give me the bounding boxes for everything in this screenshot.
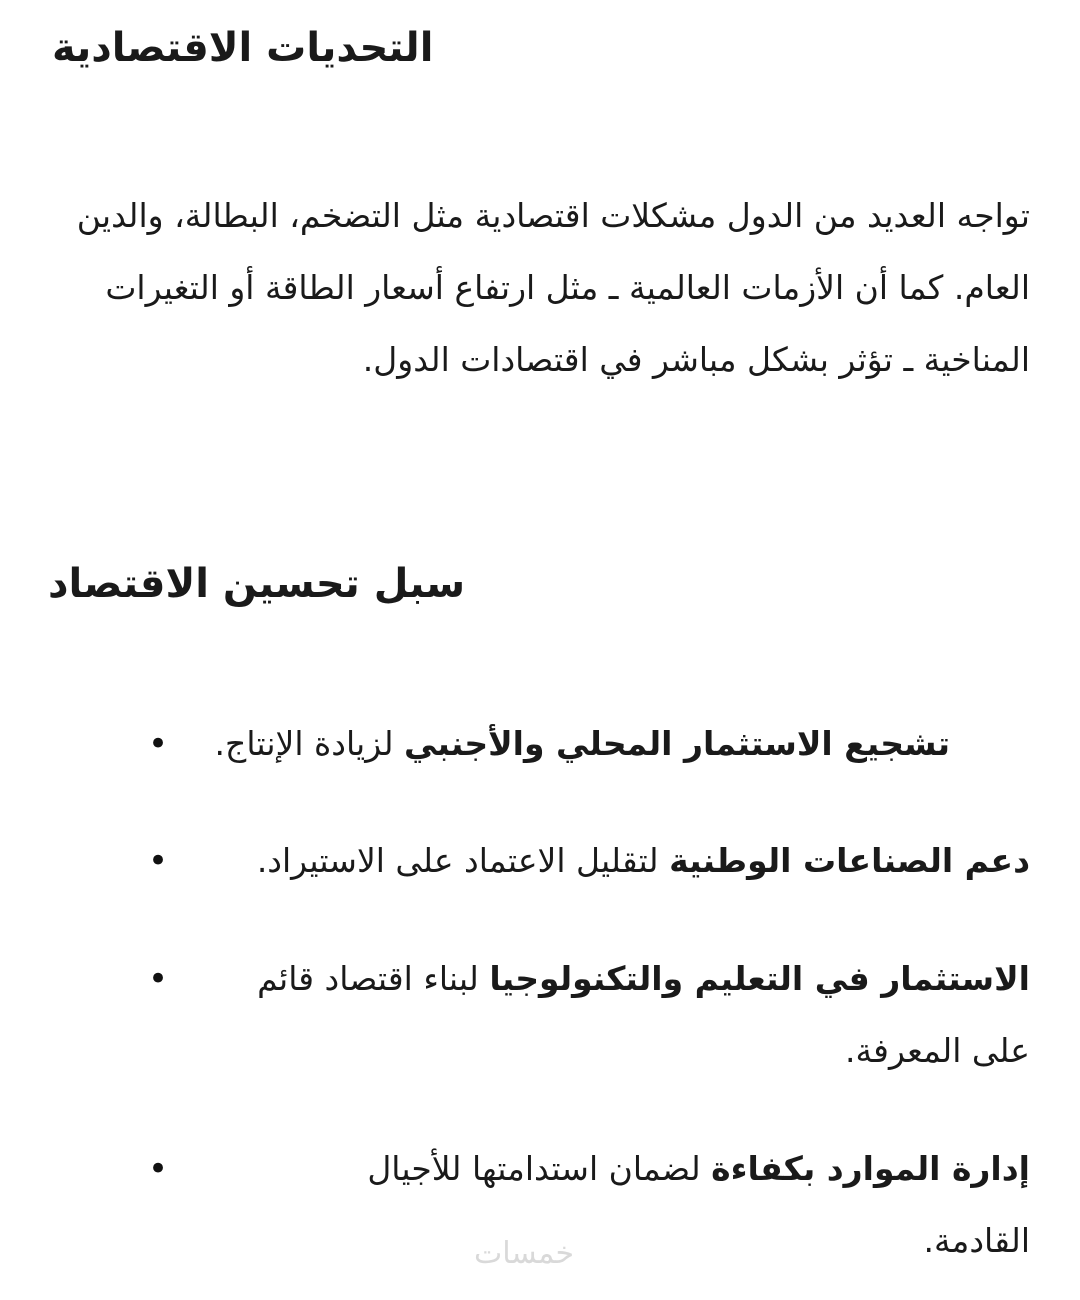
bullet-dot-icon: • <box>148 959 169 999</box>
list-item-text <box>70 943 1030 1087</box>
list-item <box>70 825 1030 897</box>
challenges-paragraph: تواجه العديد من الدول مشكلات اقتصادية مثل التضخم، البطالة، والدين العام. كما أن الأزمات العالمية ـ مثل ارتفاع أسعار الطاقة أو التغيرات المناخية ـ تؤثر بشكل مباشر في اقتصادات الدول. <box>76 196 1030 379</box>
list-item-rest: لزيادة الإنتاج. <box>214 724 404 763</box>
list-item-rest: لتقليل الاعتماد على الاستيراد. <box>256 841 670 880</box>
bullet-dot-icon: • <box>148 841 169 881</box>
section-heading-economic-challenges: التحديات الاقتصادية <box>52 25 434 71</box>
bullet-dot-icon: • <box>148 1149 169 1189</box>
bullet-dot-icon: • <box>148 724 169 764</box>
list-item-rest: لبناء اقتصاد قائم على المعرفة. <box>257 959 1030 1070</box>
list-item-bold: إدارة الموارد بكفاءة <box>711 1149 1030 1188</box>
list-item-rest: لضمان استدامتها للأجيال القادمة. <box>367 1149 1030 1260</box>
list-item-bold: تشجيع الاستثمار المحلي والأجنبي <box>404 724 950 763</box>
list-item <box>70 943 1030 1087</box>
watermark-logo: خمسات <box>474 1236 575 1271</box>
list-item-bold: الاستثمار في التعليم والتكنولوجيا <box>489 959 1030 998</box>
list-item <box>70 708 1030 780</box>
list-item-text <box>257 841 1030 880</box>
list-item-text <box>70 708 1030 780</box>
list-item-bold: دعم الصناعات الوطنية <box>669 841 1030 880</box>
section-heading-ways-to-improve-economy: سبل تحسين الاقتصاد <box>48 561 466 607</box>
